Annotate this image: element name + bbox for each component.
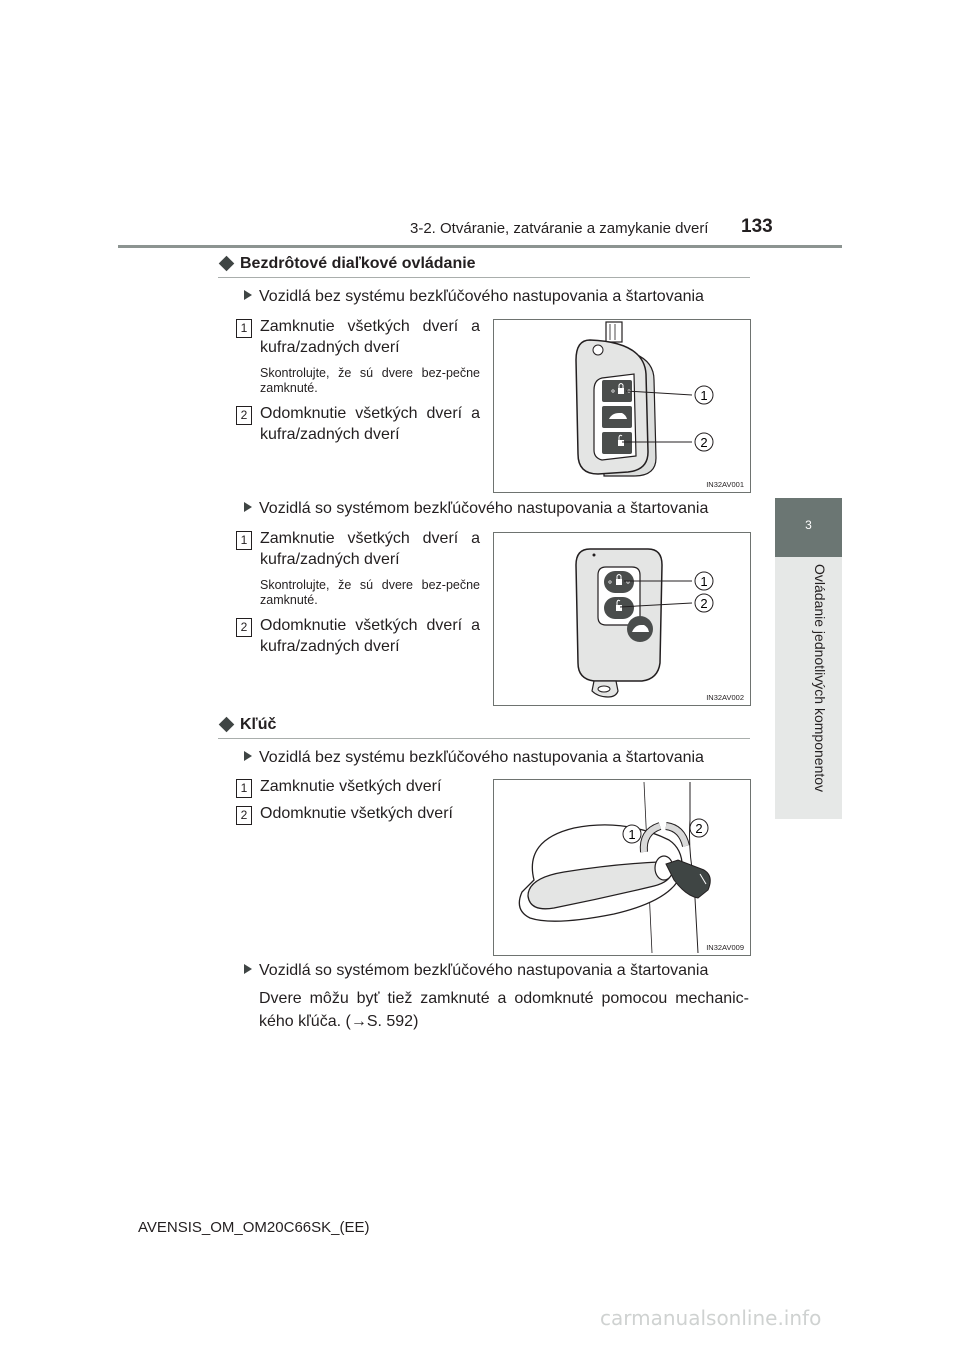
callout-1: 1 bbox=[700, 574, 708, 589]
triangle-bullet-icon bbox=[244, 964, 252, 974]
chapter-tab-label: Ovládanie jednotlivých komponentov bbox=[812, 564, 828, 793]
triangle-bullet-icon bbox=[244, 290, 252, 300]
subsection-heading: Vozidlá bez systému bezkľúčového nastupovania a štartovania bbox=[244, 749, 704, 767]
callout-1: 1 bbox=[628, 827, 636, 842]
item-number: 2 bbox=[236, 618, 252, 637]
smart-key-illustration bbox=[494, 533, 750, 705]
subsection-heading: Vozidlá so systémom bezkľúčového nastupovania a štartovania bbox=[244, 962, 708, 980]
manual-code: AVENSIS_OM_OM20C66SK_(EE) bbox=[138, 1219, 370, 1236]
item-text: Zamknutie všetkých dverí a kufra/zadných dverí bbox=[260, 530, 480, 568]
item-number: 2 bbox=[236, 406, 252, 425]
item-note: Skontrolujte, že sú dvere bez-pečne zamknuté. bbox=[260, 366, 480, 395]
callout-2: 2 bbox=[700, 435, 708, 450]
section-heading-remote: Bezdrôtové diaľkové ovládanie bbox=[218, 255, 476, 273]
body-paragraph: Dvere môžu byť tiež zamknuté a odomknuté pomocou mechanic-kého kľúča. (→S. 592) bbox=[259, 990, 749, 1030]
header-divider bbox=[118, 245, 842, 248]
callout-2: 2 bbox=[695, 821, 703, 836]
item-number: 1 bbox=[236, 319, 252, 338]
item-note: Skontrolujte, že sú dvere bez-pečne zamknuté. bbox=[260, 578, 480, 607]
remote-key-fob-illustration bbox=[494, 320, 750, 492]
figure-code: IN32AV009 bbox=[706, 943, 744, 952]
chapter-title: 3-2. Otváranie, zatváranie a zamykanie dverí bbox=[410, 220, 709, 237]
item-text: Odomknutie všetkých dverí a kufra/zadných dverí bbox=[260, 405, 480, 443]
door-handle-key-illustration bbox=[494, 780, 750, 955]
triangle-bullet-icon bbox=[244, 751, 252, 761]
diamond-bullet-icon bbox=[219, 716, 235, 732]
figure-code: IN32AV002 bbox=[706, 693, 744, 702]
figure-door-key bbox=[493, 779, 751, 956]
item-text: Odomknutie všetkých dverí bbox=[260, 805, 453, 822]
figure-smart-key bbox=[493, 532, 751, 706]
item-number: 1 bbox=[236, 779, 252, 798]
item-text: Zamknutie všetkých dverí a kufra/zadných dverí bbox=[260, 318, 480, 356]
item-number: 2 bbox=[236, 806, 252, 825]
item-text: Odomknutie všetkých dverí a kufra/zadných dverí bbox=[260, 617, 480, 655]
figure-remote-key-fob bbox=[493, 319, 751, 493]
page-number: 133 bbox=[741, 216, 773, 237]
subsection-heading: Vozidlá bez systému bezkľúčového nastupovania a štartovania bbox=[244, 288, 704, 306]
diamond-bullet-icon bbox=[219, 255, 235, 271]
callout-1: 1 bbox=[700, 388, 708, 403]
figure-code: IN32AV001 bbox=[706, 480, 744, 489]
subsection-heading: Vozidlá so systémom bezkľúčového nastupovania a štartovania bbox=[244, 500, 708, 518]
watermark: carmanualsonline.info bbox=[600, 1306, 822, 1330]
section-heading-key: Kľúč bbox=[218, 716, 276, 734]
item-text: Zamknutie všetkých dverí bbox=[260, 778, 442, 795]
section-divider bbox=[218, 277, 750, 278]
chapter-tab-number: 3 bbox=[805, 518, 812, 532]
item-number: 1 bbox=[236, 531, 252, 550]
callout-2: 2 bbox=[700, 596, 708, 611]
triangle-bullet-icon bbox=[244, 502, 252, 512]
section-divider bbox=[218, 738, 750, 739]
